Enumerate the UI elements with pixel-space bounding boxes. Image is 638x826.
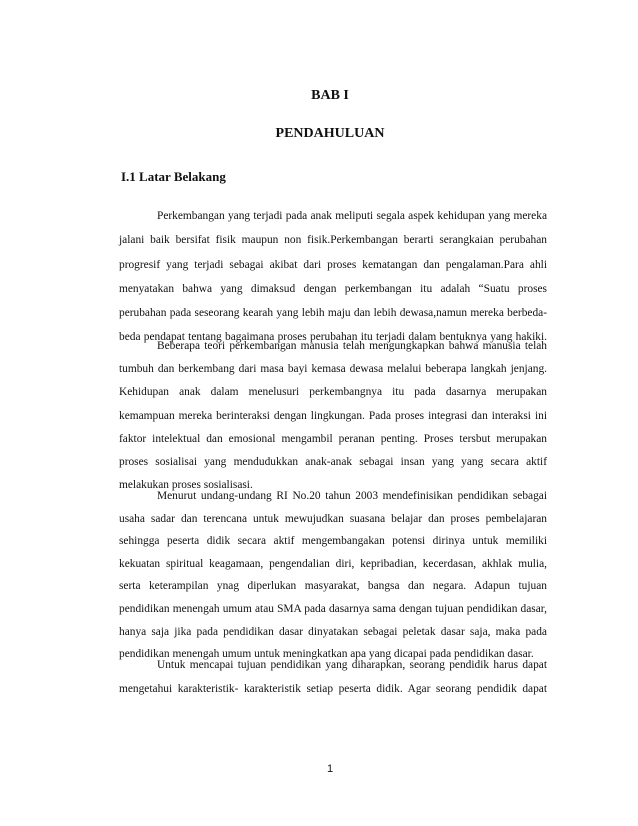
paragraph-line: Perkembangan yang terjadi pada anak meliputi segala aspek kehidupan yang mereka <box>157 210 547 222</box>
paragraph-tujuan-pendidikan <box>119 654 547 701</box>
paragraph-line: Beberapa teori perkembangan manusia telah mengungkapkan bahwa manusia telah <box>157 340 547 352</box>
paragraph-undang-undang <box>119 485 547 666</box>
section-heading: I.1 Latar Belakang <box>121 169 226 184</box>
paragraph-line: progresif yang terjadi sebagai akibat dari proses kematangan dan pengalaman.Para ahli <box>119 258 547 271</box>
paragraph-line: serta keterampilan ynag diperlukan masyarakat, bangsa dan negara. Adapun tujuan <box>119 580 547 593</box>
paragraph-line: beda pendapat tentang bagaimana proses perubahan itu terjadi dalam bentuknya yang hakiki. <box>119 331 547 344</box>
paragraph-line: perubahan pada seseorang kearah yang lebih maju dan lebih dewasa,namun mereka berbeda- <box>119 307 547 320</box>
paragraph-line: hanya saja jika pada pendidikan dasar dinyatakan sebagai peletak dasar saja, maka pada <box>119 625 547 638</box>
paragraph-line: kemampuan mereka berinteraksi dengan lingkungan. Pada proses integrasi dan interaksi ini <box>119 409 547 422</box>
page-number: 1 <box>326 763 334 775</box>
chapter-title: PENDAHULUAN <box>275 126 385 141</box>
paragraph-line: pendidikan menengah umum untuk meningkatkan apa yang dicapai pada pendidikan dasar. <box>119 648 534 661</box>
paragraph-line: Untuk mencapai tujuan pendidikan yang diharapkan, seorang pendidik harus dapat <box>157 659 547 671</box>
paragraph-line: melakukan proses sosialisasi. <box>119 479 253 492</box>
paragraph-line: proses sosialisai yang mendudukkan anak-anak sebagai insan yang yang secara aktif <box>119 455 547 468</box>
paragraph-perkembangan <box>119 204 547 350</box>
paragraph-line: tumbuh dan berkembang dari masa bayi kemasa dewasa melalui beberapa langkah jenjang. <box>119 363 547 376</box>
paragraph-line: jalani baik bersifat fisik maupun non fisik.Perkembangan berarti serangkaian perubahan <box>119 234 547 247</box>
paragraph-line: pendidikan menengah umum atau SMA pada dasarnya sama dengan tujuan pendidikan dasar, <box>119 602 547 615</box>
paragraph-line: kekuatan spiritual keagamaan, pengendalian diri, kepribadian, kecerdasan, akhlak mulia, <box>119 557 547 570</box>
paragraph-line: Kehidupan anak dalam menelusuri perkembangnya itu pada dasarnya merupakan <box>119 386 547 399</box>
paragraph-line: menyatakan bahwa yang dimaksud dengan perkembangan itu adalah “Suatu proses <box>119 282 547 295</box>
paragraph-line: sehingga peserta didik secara aktif mengembangakan potensi dirinya untuk memiliki <box>119 535 547 548</box>
paragraph-teori-perkembangan <box>119 335 547 497</box>
paragraph-line: usaha sadar dan terencana untuk mewujudkan suasana belajar dan proses pembelajaran <box>119 512 547 525</box>
paragraph-line: mengetahui karakteristik- karakteristik setiap peserta didik. Agar seorang pendidik dapat <box>119 682 547 695</box>
paragraph-line: faktor intelektual dan emosional mengambil peranan penting. Proses tersbut merupakan <box>119 432 547 445</box>
paragraph-line: Menurut undang-undang RI No.20 tahun 2003 mendefinisikan pendidikan sebagai <box>157 490 547 502</box>
chapter-number: BAB I <box>311 88 349 103</box>
